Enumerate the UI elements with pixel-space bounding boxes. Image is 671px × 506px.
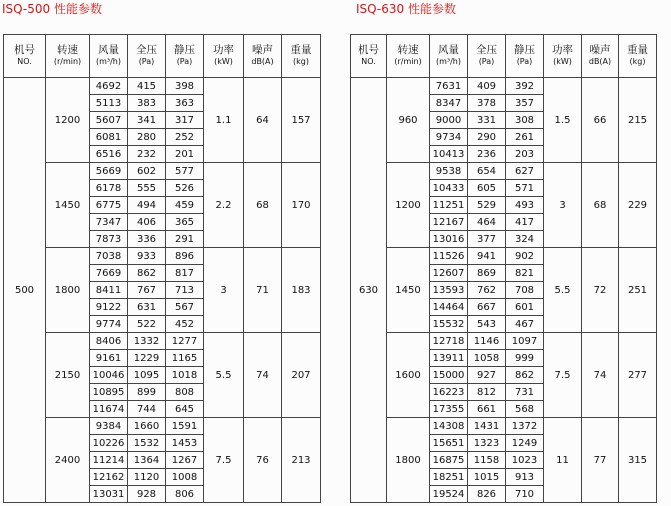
total-pressure-cell: 406 — [128, 214, 166, 231]
airflow-cell: 16223 — [430, 384, 468, 401]
airflow-cell: 10433 — [430, 180, 468, 197]
power-cell: 3 — [204, 248, 244, 333]
static-pressure-cell: 1277 — [166, 333, 204, 350]
static-pressure-cell: 317 — [166, 112, 204, 129]
column-header — [506, 35, 544, 78]
airflow-cell: 8411 — [90, 282, 128, 299]
column-header-unit: (Pa) — [176, 57, 193, 66]
airflow-cell: 9122 — [90, 299, 128, 316]
column-header-label: 全压 — [476, 44, 497, 56]
weight-cell: 213 — [282, 418, 321, 503]
column-header-unit: (r/min) — [394, 57, 422, 66]
power-cell: 7.5 — [204, 418, 244, 503]
model-number-cell: 500 — [4, 78, 46, 503]
total-pressure-cell: 602 — [128, 163, 166, 180]
airflow-cell: 5669 — [90, 163, 128, 180]
total-pressure-cell: 1015 — [468, 469, 506, 486]
table-row — [351, 418, 657, 435]
column-header-label: 功率 — [552, 44, 573, 56]
total-pressure-cell: 1120 — [128, 469, 166, 486]
airflow-cell: 6775 — [90, 197, 128, 214]
column-header-unit: (m³/h) — [435, 57, 461, 66]
static-pressure-cell: 392 — [506, 78, 544, 95]
static-pressure-cell: 459 — [166, 197, 204, 214]
total-pressure-cell: 933 — [128, 248, 166, 265]
column-header-unit: (kW) — [553, 57, 572, 66]
column-header — [544, 35, 582, 78]
airflow-cell: 7347 — [90, 214, 128, 231]
speed-cell: 1800 — [387, 418, 430, 503]
total-pressure-cell: 1332 — [128, 333, 166, 350]
static-pressure-cell: 731 — [506, 384, 544, 401]
column-header — [282, 35, 321, 78]
column-header-label: 转速 — [57, 44, 78, 56]
static-pressure-cell: 1453 — [166, 435, 204, 452]
static-pressure-cell: 493 — [506, 197, 544, 214]
static-pressure-cell: 308 — [506, 112, 544, 129]
column-header — [244, 35, 282, 78]
column-header-unit: (r/min) — [53, 57, 82, 66]
column-header-label: 转速 — [397, 44, 419, 56]
airflow-cell: 8347 — [430, 95, 468, 112]
column-header-label: 全压 — [136, 44, 157, 56]
table-row — [351, 78, 657, 95]
total-pressure-cell: 1323 — [468, 435, 506, 452]
total-pressure-cell: 494 — [128, 197, 166, 214]
static-pressure-cell: 902 — [506, 248, 544, 265]
spec-table-isq630 — [350, 34, 657, 503]
total-pressure-cell: 290 — [468, 129, 506, 146]
airflow-cell: 8406 — [90, 333, 128, 350]
airflow-cell: 15651 — [430, 435, 468, 452]
speed-cell: 1600 — [387, 333, 430, 418]
column-header-label: 风量 — [438, 44, 459, 56]
static-pressure-cell: 203 — [506, 146, 544, 163]
airflow-cell: 10413 — [430, 146, 468, 163]
table-row — [351, 163, 657, 180]
airflow-cell: 9734 — [430, 129, 468, 146]
airflow-cell: 11674 — [90, 401, 128, 418]
speed-cell: 1200 — [46, 78, 90, 163]
total-pressure-cell: 232 — [128, 146, 166, 163]
column-header — [430, 35, 468, 78]
speed-cell: 1450 — [387, 248, 430, 333]
table-row — [4, 163, 321, 180]
weight-cell: 207 — [282, 333, 321, 418]
column-header-unit: NO. — [361, 57, 376, 66]
static-pressure-cell: 862 — [506, 367, 544, 384]
static-pressure-cell: 577 — [166, 163, 204, 180]
total-pressure-cell: 543 — [468, 316, 506, 333]
airflow-cell: 10046 — [90, 367, 128, 384]
static-pressure-cell: 291 — [166, 231, 204, 248]
static-pressure-cell: 806 — [166, 486, 204, 503]
static-pressure-cell: 645 — [166, 401, 204, 418]
header-row — [4, 35, 321, 78]
table-row — [4, 418, 321, 435]
column-header — [46, 35, 90, 78]
static-pressure-cell: 913 — [506, 469, 544, 486]
airflow-cell: 11526 — [430, 248, 468, 265]
table-row — [351, 333, 657, 350]
total-pressure-cell: 529 — [468, 197, 506, 214]
column-header-label: 噪声 — [589, 44, 611, 56]
airflow-cell: 6081 — [90, 129, 128, 146]
airflow-cell: 9384 — [90, 418, 128, 435]
speed-cell: 960 — [387, 78, 430, 163]
total-pressure-cell: 1158 — [468, 452, 506, 469]
static-pressure-cell: 568 — [506, 401, 544, 418]
header-row — [351, 35, 657, 78]
spec-table-isq500 — [3, 34, 321, 503]
noise-cell: 66 — [582, 78, 619, 163]
power-cell: 7.5 — [544, 333, 582, 418]
column-header — [619, 35, 657, 78]
total-pressure-cell: 667 — [468, 299, 506, 316]
static-pressure-cell: 1165 — [166, 350, 204, 367]
airflow-cell: 18251 — [430, 469, 468, 486]
airflow-cell: 19524 — [430, 486, 468, 503]
static-pressure-cell: 452 — [166, 316, 204, 333]
total-pressure-cell: 869 — [468, 265, 506, 282]
table-row — [351, 248, 657, 265]
static-pressure-cell: 357 — [506, 95, 544, 112]
table-title-isq500: ISQ-500 性能参数 — [2, 2, 102, 16]
column-header-label: 噪声 — [252, 44, 273, 56]
total-pressure-cell: 812 — [468, 384, 506, 401]
airflow-cell: 9000 — [430, 112, 468, 129]
static-pressure-cell: 417 — [506, 214, 544, 231]
total-pressure-cell: 409 — [468, 78, 506, 95]
static-pressure-cell: 601 — [506, 299, 544, 316]
total-pressure-cell: 383 — [128, 95, 166, 112]
total-pressure-cell: 341 — [128, 112, 166, 129]
total-pressure-cell: 280 — [128, 129, 166, 146]
airflow-cell: 14464 — [430, 299, 468, 316]
static-pressure-cell: 201 — [166, 146, 204, 163]
column-header-label: 重量 — [290, 44, 312, 56]
column-header-label: 静压 — [174, 44, 195, 56]
airflow-cell: 5607 — [90, 112, 128, 129]
column-header-label: 机号 — [14, 44, 35, 56]
total-pressure-cell: 826 — [468, 486, 506, 503]
static-pressure-cell: 261 — [506, 129, 544, 146]
total-pressure-cell: 236 — [468, 146, 506, 163]
column-header-unit: (m³/h) — [95, 57, 121, 66]
static-pressure-cell: 1023 — [506, 452, 544, 469]
column-header — [90, 35, 128, 78]
column-header — [204, 35, 244, 78]
total-pressure-cell: 654 — [468, 163, 506, 180]
total-pressure-cell: 1431 — [468, 418, 506, 435]
airflow-cell: 13031 — [90, 486, 128, 503]
column-header-unit: (kg) — [293, 57, 309, 66]
column-header-unit: (Pa) — [478, 57, 495, 66]
airflow-cell: 9161 — [90, 350, 128, 367]
column-header-label: 机号 — [358, 44, 379, 56]
airflow-cell: 16875 — [430, 452, 468, 469]
static-pressure-cell: 1097 — [506, 333, 544, 350]
noise-cell: 68 — [582, 163, 619, 248]
airflow-cell: 6178 — [90, 180, 128, 197]
total-pressure-cell: 336 — [128, 231, 166, 248]
column-header-unit: NO. — [17, 57, 32, 66]
weight-cell: 277 — [619, 333, 657, 418]
static-pressure-cell: 324 — [506, 231, 544, 248]
power-cell: 5.5 — [544, 248, 582, 333]
column-header-unit: (kW) — [214, 57, 233, 66]
static-pressure-cell: 398 — [166, 78, 204, 95]
table-row — [4, 333, 321, 350]
table-row — [4, 78, 321, 95]
total-pressure-cell: 767 — [128, 282, 166, 299]
airflow-cell: 7038 — [90, 248, 128, 265]
total-pressure-cell: 331 — [468, 112, 506, 129]
static-pressure-cell: 1372 — [506, 418, 544, 435]
static-pressure-cell: 710 — [506, 486, 544, 503]
total-pressure-cell: 555 — [128, 180, 166, 197]
column-header-unit: (Pa) — [516, 57, 533, 66]
static-pressure-cell: 365 — [166, 214, 204, 231]
total-pressure-cell: 1146 — [468, 333, 506, 350]
noise-cell: 71 — [244, 248, 282, 333]
airflow-cell: 9774 — [90, 316, 128, 333]
airflow-cell: 12162 — [90, 469, 128, 486]
static-pressure-cell: 467 — [506, 316, 544, 333]
table-row — [4, 248, 321, 265]
speed-cell: 1800 — [46, 248, 90, 333]
noise-cell: 64 — [244, 78, 282, 163]
power-cell: 3 — [544, 163, 582, 248]
column-header-unit: dB(A) — [588, 57, 612, 66]
airflow-cell: 13911 — [430, 350, 468, 367]
static-pressure-cell: 571 — [506, 180, 544, 197]
column-header-unit: (kg) — [629, 57, 646, 66]
airflow-cell: 11214 — [90, 452, 128, 469]
airflow-cell: 5113 — [90, 95, 128, 112]
column-header-label: 风量 — [98, 44, 119, 56]
speed-cell: 2400 — [46, 418, 90, 503]
weight-cell: 215 — [619, 78, 657, 163]
total-pressure-cell: 899 — [128, 384, 166, 401]
static-pressure-cell: 252 — [166, 129, 204, 146]
static-pressure-cell: 1267 — [166, 452, 204, 469]
total-pressure-cell: 464 — [468, 214, 506, 231]
airflow-cell: 10226 — [90, 435, 128, 452]
total-pressure-cell: 762 — [468, 282, 506, 299]
total-pressure-cell: 605 — [468, 180, 506, 197]
speed-cell: 1450 — [46, 163, 90, 248]
airflow-cell: 9538 — [430, 163, 468, 180]
airflow-cell: 11251 — [430, 197, 468, 214]
airflow-cell: 15532 — [430, 316, 468, 333]
power-cell: 11 — [544, 418, 582, 503]
airflow-cell: 7873 — [90, 231, 128, 248]
airflow-cell: 12167 — [430, 214, 468, 231]
weight-cell: 170 — [282, 163, 321, 248]
noise-cell: 72 — [582, 248, 619, 333]
static-pressure-cell: 808 — [166, 384, 204, 401]
airflow-cell: 13016 — [430, 231, 468, 248]
total-pressure-cell: 631 — [128, 299, 166, 316]
column-header — [387, 35, 430, 78]
static-pressure-cell: 999 — [506, 350, 544, 367]
model-number-cell: 630 — [351, 78, 387, 503]
noise-cell: 74 — [244, 333, 282, 418]
total-pressure-cell: 661 — [468, 401, 506, 418]
column-header — [4, 35, 46, 78]
column-header-label: 重量 — [627, 44, 648, 56]
column-header — [166, 35, 204, 78]
static-pressure-cell: 363 — [166, 95, 204, 112]
column-header-label: 功率 — [213, 44, 234, 56]
total-pressure-cell: 862 — [128, 265, 166, 282]
static-pressure-cell: 1591 — [166, 418, 204, 435]
column-header — [128, 35, 166, 78]
noise-cell: 77 — [582, 418, 619, 503]
noise-cell: 68 — [244, 163, 282, 248]
total-pressure-cell: 927 — [468, 367, 506, 384]
speed-cell: 1200 — [387, 163, 430, 248]
weight-cell: 315 — [619, 418, 657, 503]
weight-cell: 229 — [619, 163, 657, 248]
airflow-cell: 14308 — [430, 418, 468, 435]
column-header-label: 静压 — [514, 44, 535, 56]
airflow-cell: 7669 — [90, 265, 128, 282]
power-cell: 1.5 — [544, 78, 582, 163]
static-pressure-cell: 526 — [166, 180, 204, 197]
airflow-cell: 12607 — [430, 265, 468, 282]
static-pressure-cell: 627 — [506, 163, 544, 180]
airflow-cell: 6516 — [90, 146, 128, 163]
total-pressure-cell: 928 — [128, 486, 166, 503]
total-pressure-cell: 1229 — [128, 350, 166, 367]
weight-cell: 157 — [282, 78, 321, 163]
total-pressure-cell: 1058 — [468, 350, 506, 367]
column-header — [582, 35, 619, 78]
static-pressure-cell: 567 — [166, 299, 204, 316]
airflow-cell: 12718 — [430, 333, 468, 350]
static-pressure-cell: 821 — [506, 265, 544, 282]
power-cell: 1.1 — [204, 78, 244, 163]
column-header-unit: (Pa) — [138, 57, 155, 66]
weight-cell: 251 — [619, 248, 657, 333]
weight-cell: 183 — [282, 248, 321, 333]
column-header — [468, 35, 506, 78]
airflow-cell: 15000 — [430, 367, 468, 384]
total-pressure-cell: 1095 — [128, 367, 166, 384]
static-pressure-cell: 1018 — [166, 367, 204, 384]
static-pressure-cell: 817 — [166, 265, 204, 282]
table-title-isq630: ISQ-630 性能参数 — [356, 2, 456, 16]
total-pressure-cell: 1364 — [128, 452, 166, 469]
total-pressure-cell: 378 — [468, 95, 506, 112]
noise-cell: 76 — [244, 418, 282, 503]
noise-cell: 74 — [582, 333, 619, 418]
airflow-cell: 17355 — [430, 401, 468, 418]
airflow-cell: 10895 — [90, 384, 128, 401]
total-pressure-cell: 415 — [128, 78, 166, 95]
airflow-cell: 7631 — [430, 78, 468, 95]
total-pressure-cell: 377 — [468, 231, 506, 248]
speed-cell: 2150 — [46, 333, 90, 418]
airflow-cell: 4692 — [90, 78, 128, 95]
power-cell: 5.5 — [204, 333, 244, 418]
total-pressure-cell: 1532 — [128, 435, 166, 452]
airflow-cell: 13593 — [430, 282, 468, 299]
column-header-unit: dB(A) — [251, 57, 274, 66]
power-cell: 2.2 — [204, 163, 244, 248]
static-pressure-cell: 1008 — [166, 469, 204, 486]
static-pressure-cell: 708 — [506, 282, 544, 299]
total-pressure-cell: 1660 — [128, 418, 166, 435]
static-pressure-cell: 1249 — [506, 435, 544, 452]
total-pressure-cell: 522 — [128, 316, 166, 333]
static-pressure-cell: 713 — [166, 282, 204, 299]
static-pressure-cell: 896 — [166, 248, 204, 265]
column-header — [351, 35, 387, 78]
total-pressure-cell: 941 — [468, 248, 506, 265]
total-pressure-cell: 744 — [128, 401, 166, 418]
